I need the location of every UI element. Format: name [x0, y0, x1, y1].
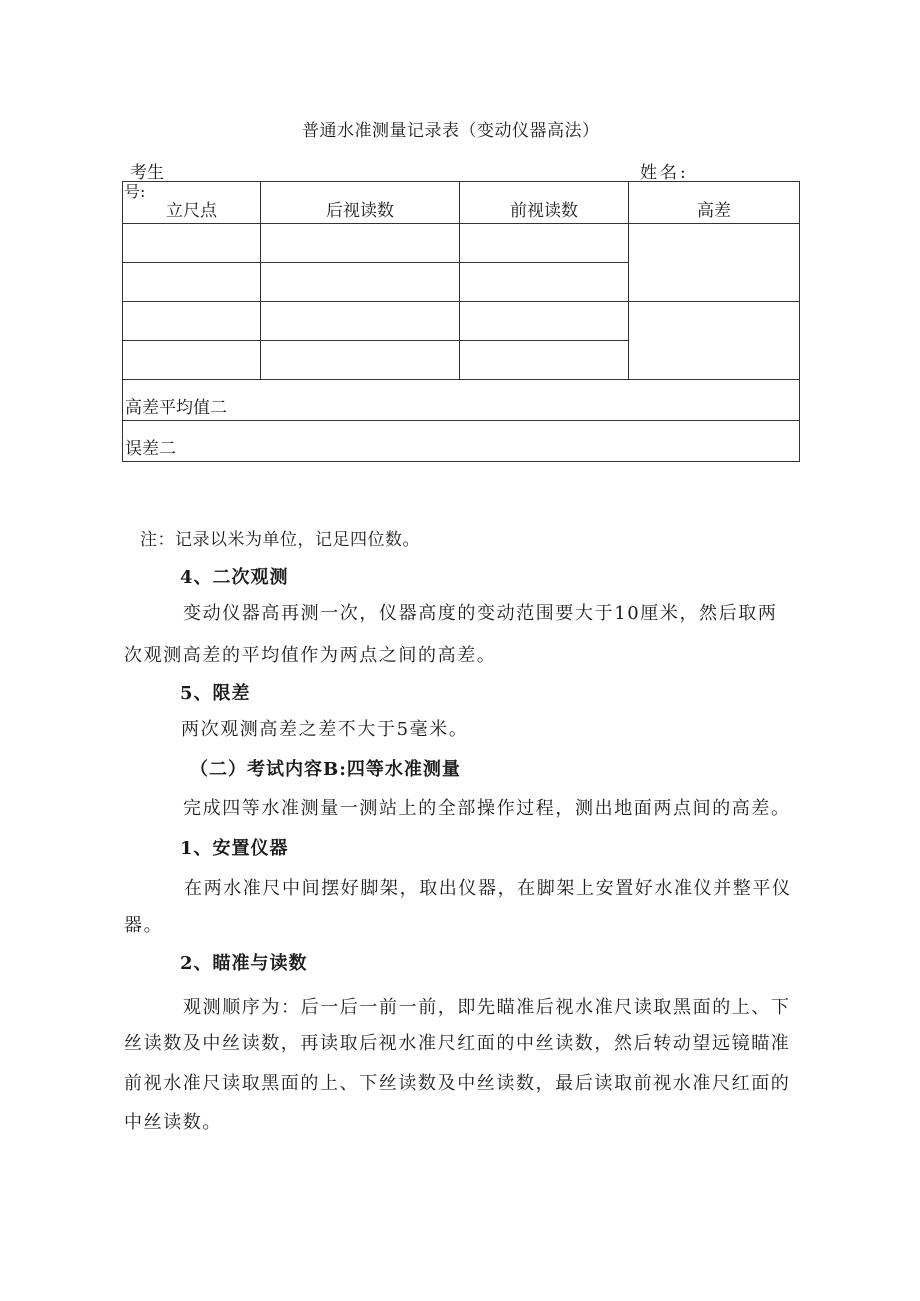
col-header-backsight: 后视读数 — [261, 182, 460, 224]
paragraph-line: 器。 — [124, 915, 164, 936]
leveling-record-table — [122, 181, 800, 462]
cell-station[interactable] — [123, 224, 261, 263]
paragraph-line: 次观测高差的平均值作为两点之间的高差。 — [124, 645, 497, 666]
cell-backsight[interactable] — [261, 302, 460, 341]
table-row-average — [123, 380, 800, 421]
col-header-station: 立尺点 — [123, 182, 261, 224]
name-label: 姓名: — [640, 163, 689, 183]
paragraph-line: 丝读数及中丝读数，再读取后视水准尺红面的中丝读数，然后转动望远镜瞄准 — [124, 1033, 791, 1054]
paragraph-line: 中丝读数。 — [124, 1112, 222, 1133]
part-b-heading: （二）考试内容B:四等水准测量 — [190, 759, 461, 780]
cell-foresight[interactable] — [460, 263, 629, 302]
page-title: 普通水准测量记录表（变动仪器高法） — [302, 121, 600, 141]
paragraph-line: 观测顺序为：后一后一前一前，即先瞄准后视水准尺读取黑面的上、下 — [183, 997, 791, 1018]
examinee-number-label: 号: — [124, 182, 146, 201]
table-header-row — [123, 182, 800, 224]
section-heading-b1: 1、安置仪器 — [180, 838, 289, 859]
cell-backsight[interactable] — [261, 224, 460, 263]
section-heading-5: 5、限差 — [180, 683, 251, 704]
paragraph-line: 在两水准尺中间摆好脚架，取出仪器，在脚架上安置好水准仪并整平仪 — [184, 878, 792, 899]
cell-station[interactable] — [123, 302, 261, 341]
table-row — [123, 224, 800, 263]
cell-station[interactable] — [123, 263, 261, 302]
cell-foresight[interactable] — [460, 224, 629, 263]
cell-height-diff-2[interactable] — [629, 302, 800, 380]
paragraph-line: 变动仪器高再测一次，仪器高度的变动范围要大于10厘米，然后取两 — [183, 603, 778, 624]
avg-height-diff-label[interactable]: 高差平均值二 — [123, 380, 800, 421]
cell-station[interactable] — [123, 341, 261, 380]
cell-foresight[interactable] — [460, 341, 629, 380]
section-heading-b2: 2、瞄准与读数 — [180, 953, 308, 974]
cell-foresight[interactable] — [460, 302, 629, 341]
table-note: 注：记录以米为单位，记足四位数。 — [140, 530, 420, 550]
cell-height-diff-1[interactable] — [629, 224, 800, 302]
examinee-label: 考生 — [130, 163, 164, 183]
paragraph-line: 两次观测高差之差不大于5毫米。 — [181, 719, 469, 740]
cell-backsight[interactable] — [261, 341, 460, 380]
section-heading-4: 4、二次观测 — [180, 567, 289, 588]
col-header-foresight: 前视读数 — [460, 182, 629, 224]
paragraph-line: 前视水准尺读取黑面的上、下丝读数及中丝读数，最后读取前视水准尺红面的 — [124, 1073, 791, 1094]
col-header-height-diff: 高差 — [629, 182, 800, 224]
error-label[interactable]: 误差二 — [123, 421, 800, 462]
table-row-error — [123, 421, 800, 462]
paragraph-line: 完成四等水准测量一测站上的全部操作过程，测出地面两点间的高差。 — [183, 798, 791, 819]
table-row — [123, 302, 800, 341]
cell-backsight[interactable] — [261, 263, 460, 302]
